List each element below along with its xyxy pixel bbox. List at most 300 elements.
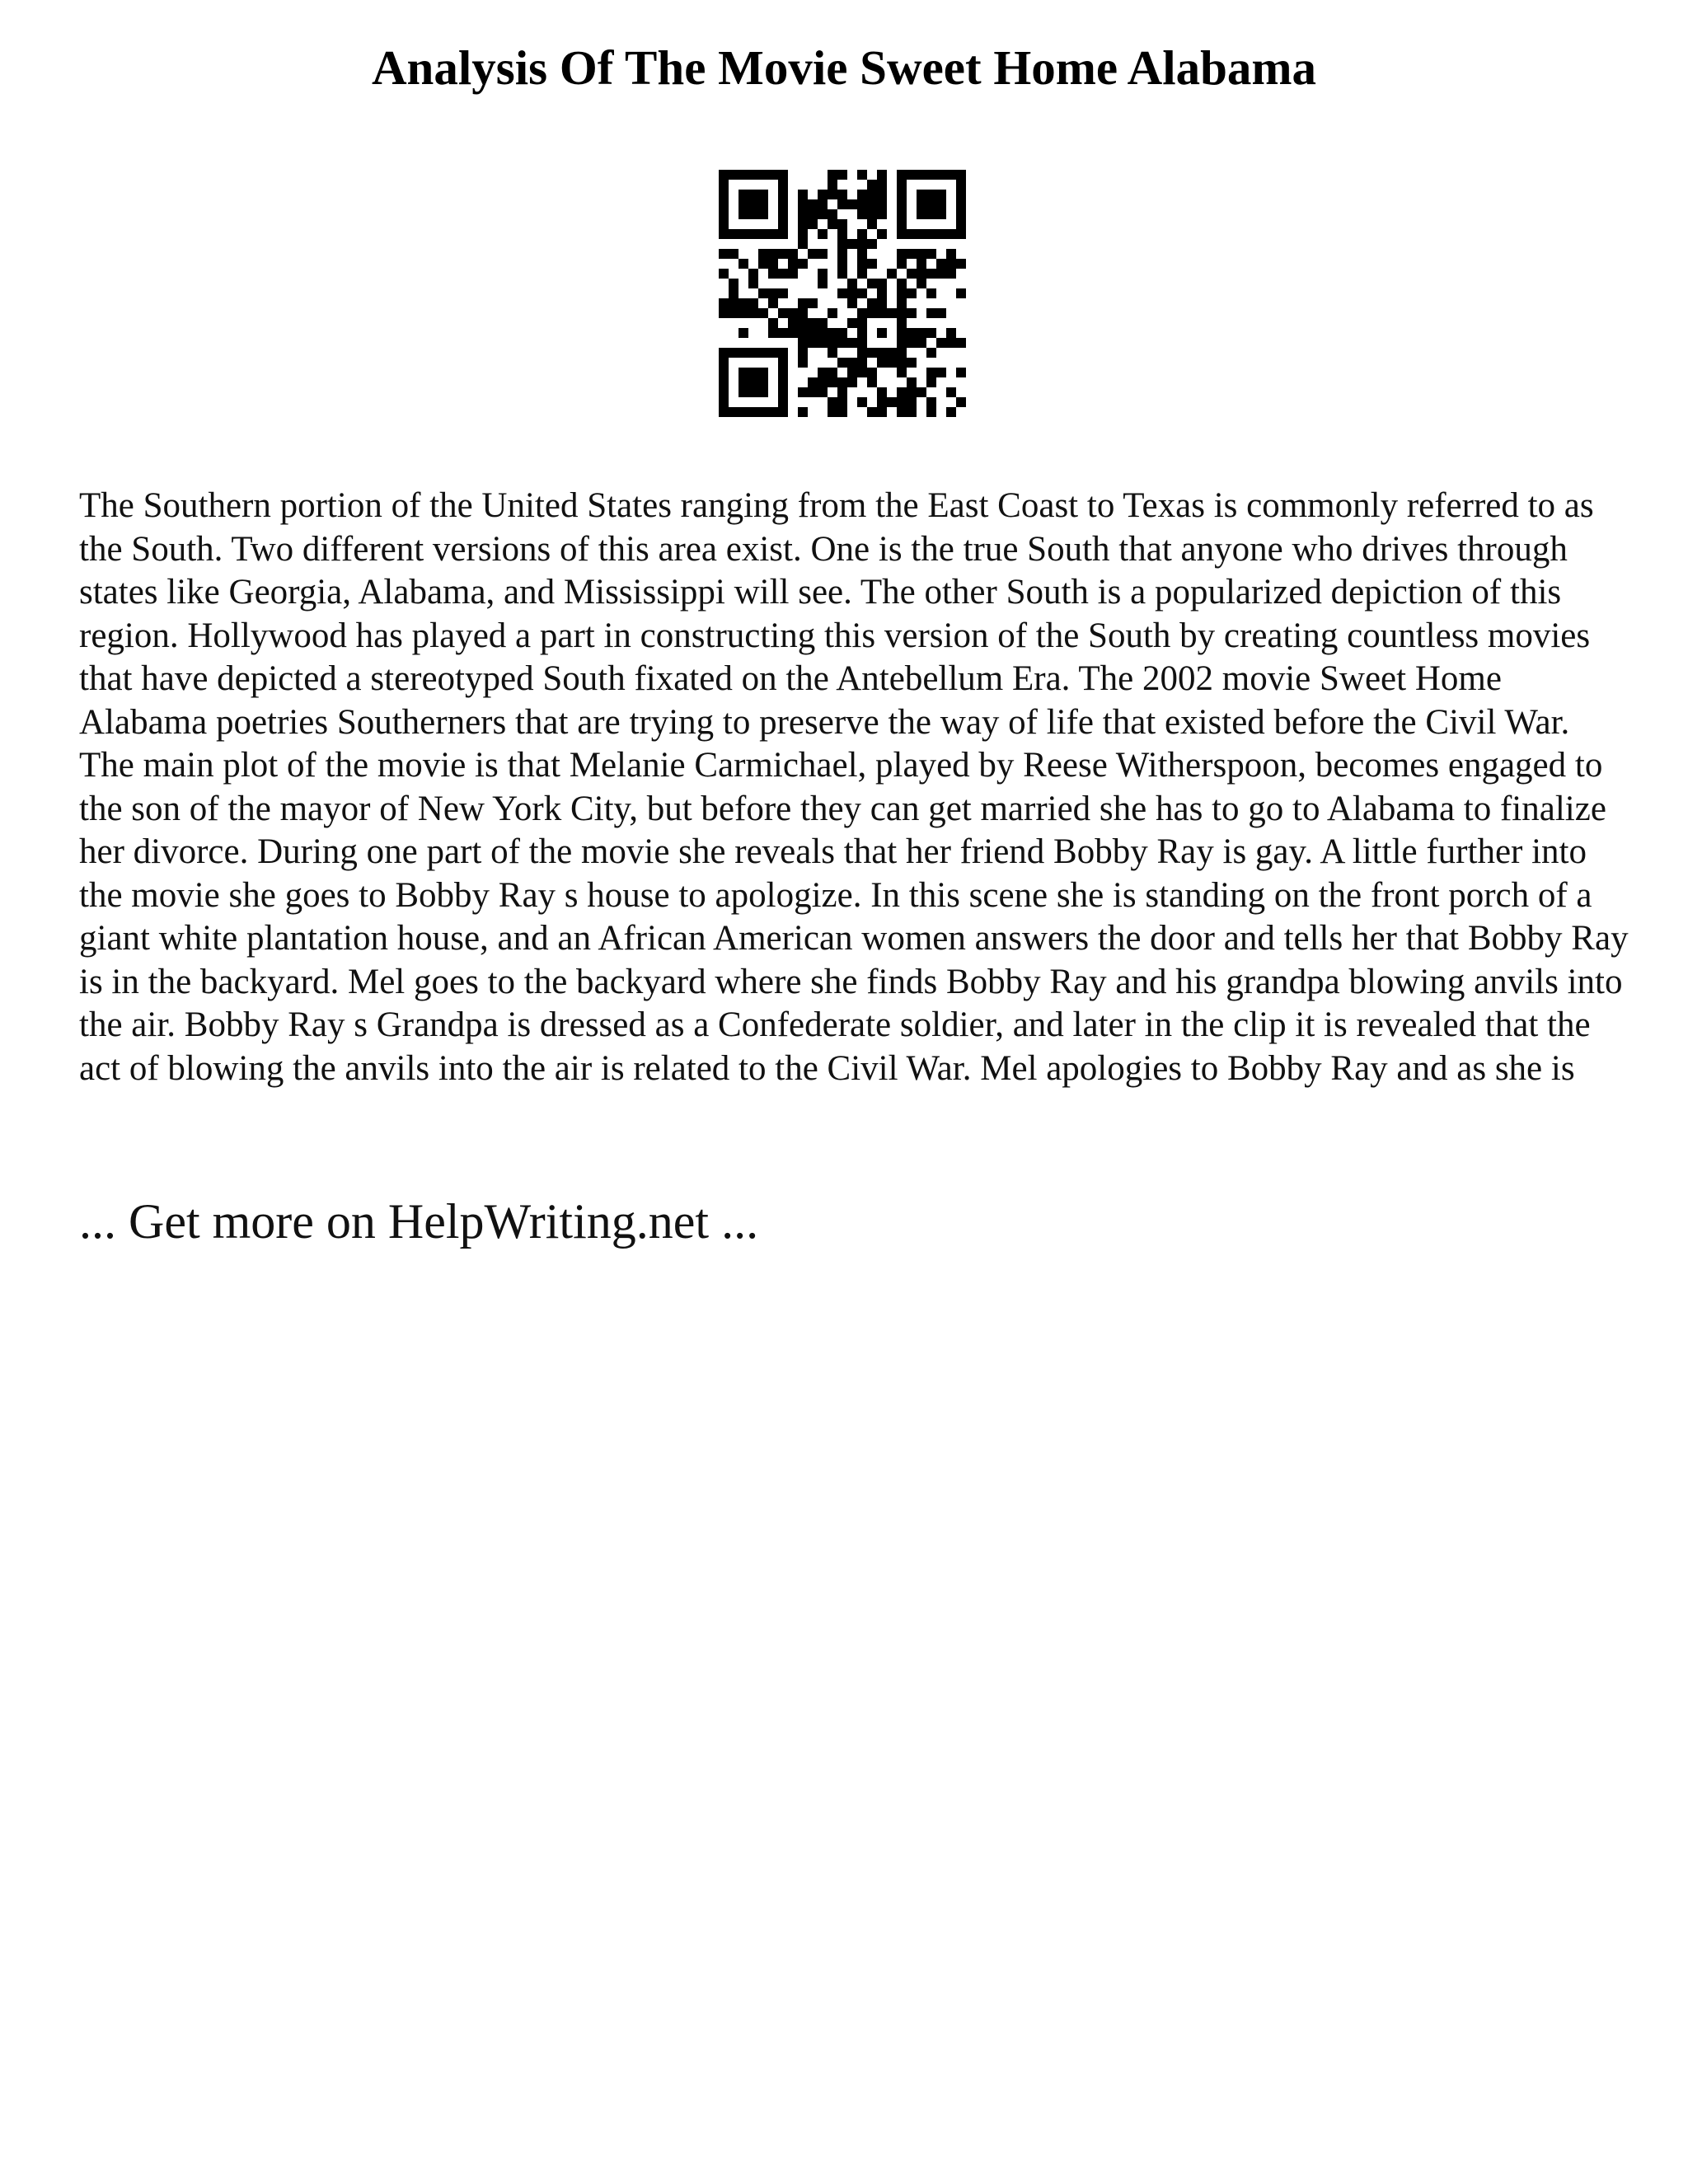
qr-module [828,338,837,348]
qr-module [798,328,808,338]
qr-module [867,190,877,199]
qr-module [758,288,768,298]
qr-module [956,219,966,229]
qr-module [897,318,907,328]
qr-module [828,328,837,338]
qr-module [847,298,857,308]
qr-module [798,358,808,368]
qr-module [926,328,936,338]
qr-module [768,229,778,239]
qr-module [719,308,729,318]
qr-module [917,279,926,288]
qr-module [897,397,907,407]
qr-module [798,190,808,199]
qr-module [897,288,907,298]
qr-module [798,219,808,229]
qr-module [897,387,907,397]
qr-module [907,397,917,407]
qr-module [917,259,926,269]
qr-module [719,199,729,209]
qr-module [897,170,907,180]
qr-module [758,308,768,318]
qr-module [956,170,966,180]
qr-module [719,190,729,199]
qr-module [719,368,729,377]
qr-module [828,397,837,407]
qr-module [837,377,847,387]
qr-module [917,199,926,209]
qr-module [818,209,828,219]
qr-module [729,298,738,308]
qr-module [798,209,808,219]
qr-module [907,338,917,348]
qr-module [719,298,729,308]
qr-module [877,288,887,298]
qr-module [818,229,828,239]
qr-module [778,358,788,368]
qr-module [828,407,837,417]
qr-module [738,308,748,318]
qr-module [837,239,847,249]
qr-module [837,199,847,209]
qr-module [828,180,837,190]
qr-module [867,199,877,209]
qr-module [818,338,828,348]
qr-module [798,298,808,308]
qr-module [719,249,729,259]
qr-module [897,328,907,338]
qr-module [857,190,867,199]
qr-module [936,368,946,377]
qr-module [778,397,788,407]
qr-module [798,308,808,318]
qr-module [907,358,917,368]
qr-module [778,348,788,358]
qr-module [946,249,956,259]
qr-module [798,239,808,249]
qr-module [857,170,867,180]
qr-module [828,170,837,180]
qr-module [907,229,917,239]
qr-module [926,209,936,219]
qr-module [798,338,808,348]
qr-module [907,170,917,180]
qr-module [877,229,887,239]
qr-module [788,318,798,328]
qr-module [719,387,729,397]
qr-module [867,308,877,318]
qr-module [738,328,748,338]
qr-module [818,368,828,377]
qr-module [857,269,867,279]
qr-module [917,328,926,338]
qr-module [798,229,808,239]
qr-module [926,170,936,180]
qr-module [778,190,788,199]
qr-module [778,199,788,209]
qr-module [837,249,847,259]
qr-module [738,199,748,209]
qr-module [877,209,887,219]
qr-module [738,190,748,199]
qr-module [798,199,808,209]
qr-module [897,249,907,259]
qr-module [738,209,748,219]
qr-module [877,407,887,417]
qr-module [857,209,867,219]
qr-module [946,407,956,417]
qr-module [828,377,837,387]
qr-module [818,190,828,199]
qr-module [917,249,926,259]
qr-module [808,199,818,209]
qr-module [847,377,857,387]
qr-module [867,259,877,269]
qr-module [758,249,768,259]
qr-module [847,318,857,328]
qr-module [758,190,768,199]
qr-module [778,288,788,298]
qr-module [719,348,729,358]
qr-module [946,229,956,239]
qr-module [729,308,738,318]
qr-module [857,338,867,348]
qr-module [837,259,847,269]
qr-module [768,259,778,269]
qr-module [837,328,847,338]
qr-module [917,269,926,279]
qr-module [798,387,808,397]
qr-module [748,190,758,199]
qr-module [887,358,897,368]
qr-module [758,377,768,387]
qr-module [758,407,768,417]
qr-module [778,180,788,190]
qr-module [729,229,738,239]
qr-module [818,377,828,387]
qr-module [818,279,828,288]
qr-module [768,170,778,180]
qr-module [798,348,808,358]
qr-module [818,269,828,279]
qr-module [956,288,966,298]
qr-module [837,190,847,199]
qr-module [877,358,887,368]
qr-module [808,249,818,259]
qr-module [936,338,946,348]
qr-module [877,308,887,318]
qr-module [828,368,837,377]
qr-module [828,190,837,199]
qr-module [748,407,758,417]
qr-module [748,269,758,279]
qr-module [926,377,936,387]
qr-module [926,249,936,259]
qr-module [907,387,917,397]
qr-module [847,368,857,377]
qr-module [748,199,758,209]
qr-module [936,209,946,219]
qr-module [719,269,729,279]
qr-module [857,348,867,358]
qr-module [738,368,748,377]
qr-module [719,397,729,407]
qr-module [808,318,818,328]
qr-module [897,358,907,368]
qr-module [748,308,758,318]
qr-module [926,348,936,358]
qr-module [936,259,946,269]
qr-module [946,170,956,180]
qr-module [946,259,956,269]
article-body [79,485,1629,1090]
qr-module [828,209,837,219]
qr-module [837,358,847,368]
qr-module [936,170,946,180]
qr-module [956,368,966,377]
qr-module [719,219,729,229]
qr-module [808,377,818,387]
qr-module [828,219,837,229]
qr-module [758,259,768,269]
qr-module [907,269,917,279]
qr-module [768,298,778,308]
qr-module [768,269,778,279]
qr-module [887,308,897,318]
qr-module [847,239,857,249]
qr-module [956,259,966,269]
qr-module [837,288,847,298]
qr-module [748,170,758,180]
qr-module [788,269,798,279]
qr-module [897,190,907,199]
qr-module [956,338,966,348]
qr-module [926,368,936,377]
qr-code-icon [719,170,966,417]
qr-module [748,368,758,377]
qr-module [956,199,966,209]
qr-module [798,259,808,269]
qr-module [808,209,818,219]
qr-module [857,249,867,259]
qr-module [778,229,788,239]
qr-module [788,308,798,318]
qr-module [818,318,828,328]
qr-module [907,328,917,338]
qr-module [828,308,837,318]
qr-module [788,259,798,269]
qr-module [778,407,788,417]
qr-module [887,397,897,407]
qr-module [917,229,926,239]
qr-module [907,249,917,259]
qr-module [907,377,917,387]
qr-module [867,239,877,249]
qr-module [867,298,877,308]
qr-module [926,407,936,417]
qr-module [738,407,748,417]
qr-module [748,229,758,239]
qr-module [778,328,788,338]
qr-module [778,170,788,180]
qr-module [738,387,748,397]
qr-module [778,209,788,219]
qr-module [808,328,818,338]
qr-module [857,199,867,209]
qr-module [857,308,867,318]
qr-module [778,269,788,279]
qr-module [719,180,729,190]
qr-module [748,348,758,358]
qr-module [926,308,936,318]
qr-module [936,308,946,318]
qr-module [956,397,966,407]
qr-module [897,209,907,219]
qr-module [867,377,877,387]
qr-module [738,298,748,308]
qr-module [847,288,857,298]
qr-module [768,348,778,358]
qr-module [778,308,788,318]
qr-module [748,387,758,397]
qr-module [768,318,778,328]
qr-module [877,279,887,288]
qr-module [946,387,956,397]
qr-module [897,298,907,308]
qr-module [847,338,857,348]
qr-module [818,387,828,397]
qr-module [738,229,748,239]
qr-module [818,249,828,259]
qr-module [778,249,788,259]
qr-module [808,298,818,308]
qr-module [877,199,887,209]
qr-module [867,348,877,358]
qr-module [798,318,808,328]
qr-module [946,338,956,348]
qr-module [719,229,729,239]
qr-module [798,407,808,417]
qr-module [768,249,778,259]
qr-module [897,259,907,269]
qr-module [926,199,936,209]
qr-module [837,387,847,397]
qr-module [729,279,738,288]
qr-module [877,180,887,190]
qr-module [877,170,887,180]
qr-module [719,377,729,387]
qr-module [897,308,907,318]
qr-module [808,387,818,397]
qr-module [758,368,768,377]
qr-module [897,279,907,288]
qr-module [748,279,758,288]
qr-module [917,209,926,219]
qr-module [867,407,877,417]
qr-module [867,209,877,219]
qr-module [857,229,867,239]
qr-module [738,259,748,269]
qr-module [936,199,946,209]
qr-module [857,358,867,368]
qr-module [897,199,907,209]
qr-module [917,190,926,199]
qr-module [897,229,907,239]
paragraph-2: The main plot of the movie is that Melanie Carmichael, played by Reese Witherspoon, becomes engaged to the son of the mayor of New York City, but before they can get married she has to go to Alabama to finalize her divorce. During one part of the movie she reveals that her friend Bobby Ray is gay. A little further into the movie she goes to Bobby Ray s house to apologize. In this scene she is standing on the front porch of a giant white plantation house, and an African American women answers the door and tells her that Bobby Ray is in the backyard. Mel goes to the backyard where she finds Bobby Ray and his grandpa blowing anvils into the air. Bobby Ray s Grandpa is dressed as a Confederate soldier, and later in the clip it is revealed that the act of blowing the anvils into the air is related to the Civil War. Mel apologies to Bobby Ray and as she is [79,746,1629,1088]
qr-module [758,209,768,219]
qr-module [956,190,966,199]
qr-module [738,170,748,180]
qr-module [936,229,946,239]
qr-module [778,368,788,377]
qr-module [837,219,847,229]
qr-module [748,298,758,308]
qr-module [768,288,778,298]
qr-module [907,288,917,298]
qr-module [837,407,847,417]
qr-module [837,269,847,279]
qr-module [729,288,738,298]
qr-module [719,358,729,368]
qr-module [758,170,768,180]
qr-module [857,259,867,269]
qr-module [877,298,887,308]
qr-module [729,170,738,180]
qr-module [738,348,748,358]
qr-module [857,368,867,377]
qr-module [818,199,828,209]
qr-module [887,269,897,279]
qr-module [719,407,729,417]
paragraph-1: The Southern portion of the United States ranging from the East Coast to Texas is commonly referred to as the South. Two different versions of this area exist. One is the true South that anyone who drives through states like Georgia, Alabama, and Mississippi will see. The other South is a popularized depiction of this region. Hollywood has played a part in constructing this version of the South by creating countless movies that have depicted a stereotyped South fixated on the Antebellum Era. The 2002 movie Sweet Home Alabama poetries Southerners that are trying to preserve the way of life that existed before the Civil War. [79,486,1594,742]
qr-module [837,338,847,348]
qr-module [897,368,907,377]
qr-module [788,249,798,259]
qr-module [729,407,738,417]
qr-module [857,318,867,328]
qr-module [788,328,798,338]
qr-module [857,397,867,407]
qr-module [867,219,877,229]
qr-module [907,308,917,318]
qr-module [808,219,818,229]
qr-module [936,190,946,199]
qr-module [917,338,926,348]
qr-module [719,209,729,219]
qr-module [867,180,877,190]
qr-module [956,209,966,219]
qr-module [897,338,907,348]
qr-module [778,387,788,397]
qr-module [758,229,768,239]
qr-module [738,377,748,387]
qr-module [719,170,729,180]
qr-module [917,170,926,180]
get-more-link[interactable]: ... Get more on HelpWriting.net ... [79,1194,759,1249]
qr-module [926,397,936,407]
qr-module [847,358,857,368]
qr-module [837,229,847,239]
qr-module [936,269,946,279]
qr-module [857,288,867,298]
qr-module [778,219,788,229]
qr-module [926,190,936,199]
qr-module [758,199,768,209]
qr-module [897,348,907,358]
page-title: Analysis Of The Movie Sweet Home Alabama [371,40,1317,95]
qr-module [847,199,857,209]
qr-module [877,348,887,358]
